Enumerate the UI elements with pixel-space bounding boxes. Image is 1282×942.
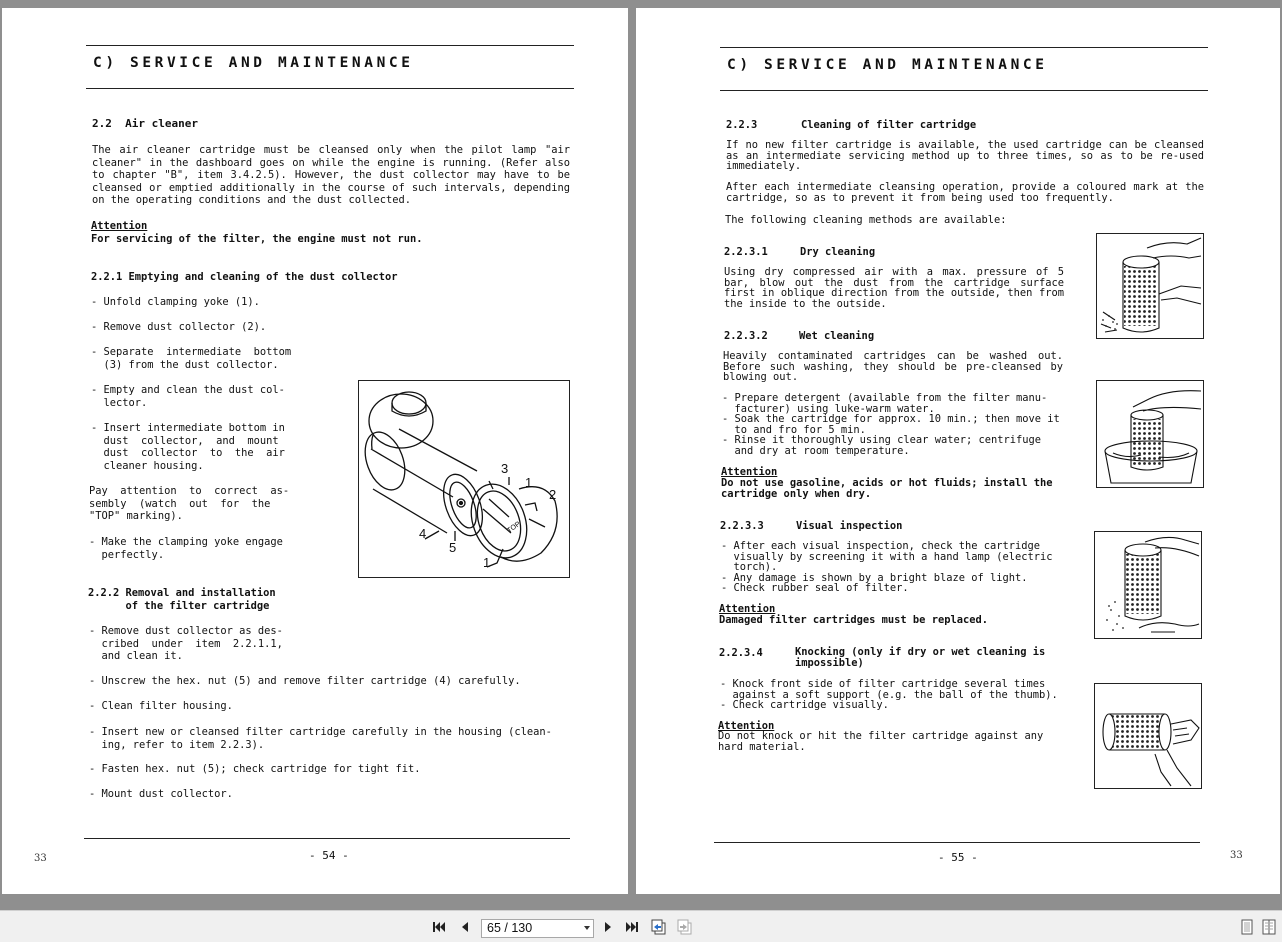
list-item: - Unscrew the hex. nut (5) and remove filter cartridge (4) carefully. [89,675,521,687]
list-item: - Check cartridge visually. [720,699,889,711]
figure-label: 1 [483,555,491,570]
subsection-number: 2.2.3.1 [724,246,768,258]
subsection-title: Dry cleaning [800,246,876,258]
corner-mark: 33 [34,853,47,864]
footer-rule [714,842,1200,843]
figure-label: 3 [501,461,509,476]
single-page-view-button[interactable] [1236,917,1258,937]
list-item: Pay attention to correct as- sembly (watch out for the "TOP" marking). [89,485,290,523]
section-title: Cleaning of filter cartridge [801,119,977,131]
knocking-illustration [1095,684,1201,788]
subsection-number: 2.2.3.4 [719,647,763,659]
top-marking-text: TOP [506,520,522,535]
attention-label: Attention [91,220,148,232]
list-item: - Insert intermediate bottom in dust collector, and mount dust collector to the air cleaner housing. [91,422,285,472]
forward-view-icon [676,918,694,936]
section-title: 2.2 Air cleaner [92,117,198,130]
list-item: - Soak the cartridge for approx. 10 min.; then move it to and fro for 5 min. [722,413,1060,436]
figure-label: 5 [449,540,457,555]
viewer-toolbar [0,910,1282,942]
subsection-title: Wet cleaning [799,330,875,342]
last-page-icon [624,920,640,934]
list-item: - Empty and clean the dust col- lector. [91,384,285,409]
prev-page-button[interactable] [454,917,476,937]
figure-label: 4 [419,526,427,541]
chevron-down-icon [584,926,590,930]
wet-cleaning-figure [1096,380,1204,488]
paragraph: Using dry compressed air with a max. pressure of 5 bar, blow out the dust from the cartridge surface first in oblique direction from the outside, then from the inside to the outside. [724,266,1064,310]
page-indicator: 65 / 130 [487,921,533,935]
first-page-icon [431,920,447,934]
list-item: - Mount dust collector. [89,788,233,800]
paragraph: The following cleaning methods are available: [725,214,1007,226]
page-header-title: C) SERVICE AND MAINTENANCE [727,57,1048,73]
air-cleaner-illustration [359,381,569,577]
visual-inspection-figure [1094,531,1202,639]
attention-text: Do not use gasoline, acids or hot fluids; install the cartridge only when dry. [721,477,1053,500]
two-page-icon [1262,919,1276,935]
wet-cleaning-illustration [1097,381,1203,487]
dry-cleaning-illustration [1097,234,1203,338]
corner-mark: 33 [1230,850,1243,861]
list-item: - Make the clamping yoke engage perfectly. [89,536,283,561]
subsection-number: 2.2.3.3 [720,520,764,532]
list-item: - Remove dust collector as des- cribed under item 2.2.1.1, and clean it. [89,625,283,663]
attention-label: Attention [718,720,775,732]
attention-label: Attention [721,466,778,478]
page-header-title: C) SERVICE AND MAINTENANCE [93,55,414,71]
attention-label: Attention [719,603,776,615]
paragraph: If no new filter cartridge is available, the used cartridge can be cleansed as an intermediate servicing method up to three times, so as to be re-used immediately. [726,139,1204,172]
subsection-title: 2.2.2 Removal and installation of the filter cartridge [88,587,276,612]
next-page-icon [602,920,614,934]
two-page-view-button[interactable] [1258,917,1280,937]
back-view-icon [650,918,668,936]
header-bottom-rule [720,90,1208,91]
list-item: - Prepare detergent (available from the filter manu- facturer) using luke-warm water. [722,392,1048,415]
list-item: - Clean filter housing. [89,700,233,712]
paragraph: After each intermediate cleansing operation, provide a coloured mark at the cartridge, so as to prevent it from being used too frequently. [726,181,1204,204]
visual-inspection-illustration [1095,532,1201,638]
list-item: - Any damage is shown by a bright blaze of light. [721,572,1028,584]
single-page-icon [1240,919,1254,935]
air-cleaner-figure [358,380,570,578]
page-right [636,8,1280,894]
last-page-button[interactable] [621,917,643,937]
header-bottom-rule [86,88,574,89]
first-page-button[interactable] [428,917,450,937]
dry-cleaning-figure [1096,233,1204,339]
knocking-figure [1094,683,1202,789]
list-item: - Insert new or cleansed filter cartridge carefully in the housing (clean- ing, refer to item 2.2.3). [89,726,552,751]
subsection-number: 2.2.3.2 [724,330,768,342]
header-top-rule [86,45,574,46]
list-item: - Fasten hex. nut (5); check cartridge for tight fit. [89,763,421,775]
list-item: - Remove dust collector (2). [91,321,267,333]
list-item: - Rinse it thoroughly using clear water; centrifuge and dry at room temperature. [722,434,1042,457]
prev-page-icon [459,920,471,934]
back-view-button[interactable] [648,917,670,937]
section-number: 2.2.3 [726,119,758,131]
figure-label: 1 [525,475,533,490]
list-item: - Unfold clamping yoke (1). [91,296,260,308]
page-number: - 54 - [309,849,349,862]
footer-rule [84,838,570,839]
subsection-title: 2.2.1 Emptying and cleaning of the dust collector [91,271,398,283]
figure-label: 2 [549,487,557,502]
attention-text: For servicing of the filter, the engine must not run. [91,233,423,245]
attention-text: Damaged filter cartridges must be replaced. [719,614,988,626]
list-item: - Knock front side of filter cartridge several times against a soft support (e.g. the ball of the thumb). [720,678,1058,701]
forward-view-button[interactable] [674,917,696,937]
subsection-title: Knocking (only if dry or wet cleaning is impossible) [795,646,1046,669]
attention-text: Do not knock or hit the filter cartridge against any hard material. [718,730,1044,753]
list-item: - After each visual inspection, check the cartridge visually by screening it with a hand lamp (electric torch). [721,540,1053,573]
paragraph: Heavily contaminated cartridges can be washed out. Before such washing, they should be pre-cleansed by blowing out. [723,350,1063,383]
page-number: - 55 - [938,851,978,864]
page-left [2,8,628,894]
intro-paragraph: The air cleaner cartridge must be cleansed only when the pilot lamp "air cleaner" in the dashboard goes on while the engine is running. (Refer also to chapter "B", item 3.4.2.5). However, the dust collector may have to be cleansed or emptied additionally in the course of such intervals, depending on the operating conditions and the dust collected. [92,144,570,207]
list-item: - Separate intermediate bottom (3) from the dust collector. [91,346,292,371]
subsection-title: Visual inspection [796,520,903,532]
list-item: - Check rubber seal of filter. [721,582,909,594]
next-page-button[interactable] [597,917,619,937]
header-top-rule [720,47,1208,48]
page-number-select[interactable] [481,919,594,938]
